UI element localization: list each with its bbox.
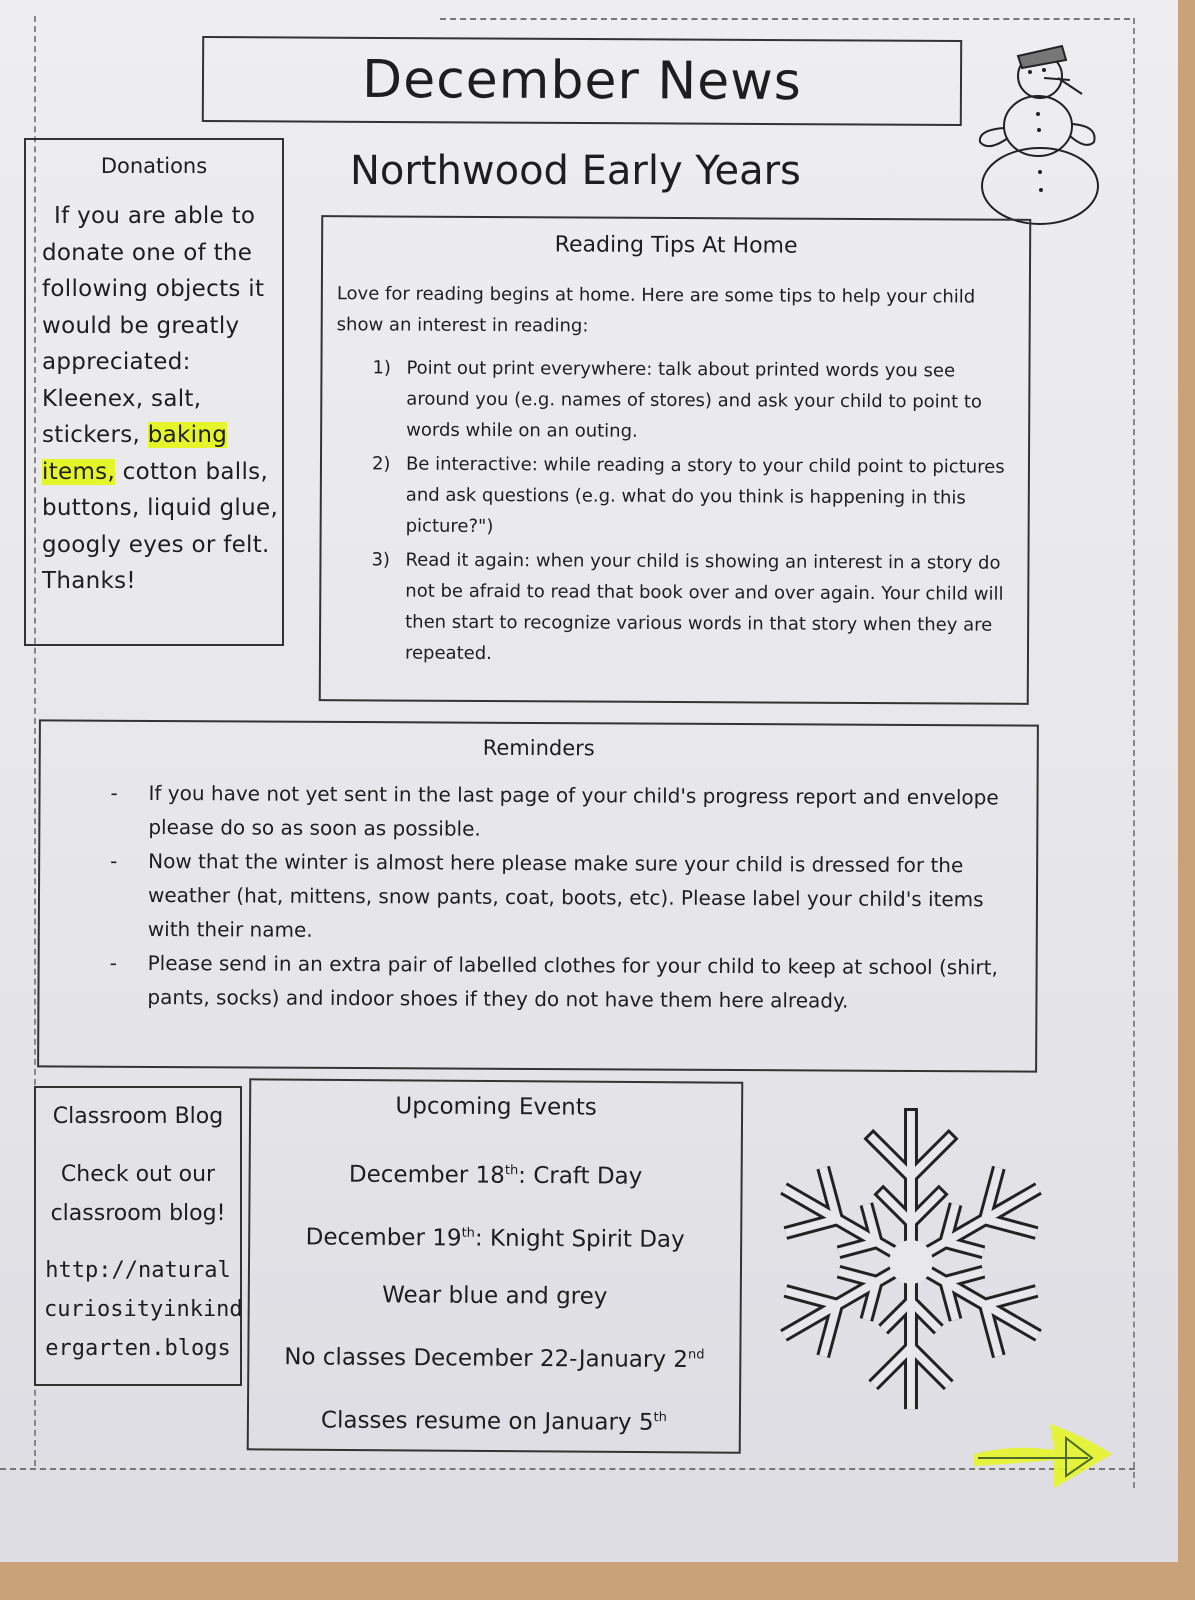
reading-tips-box [319, 215, 1032, 705]
reminders-box [37, 719, 1039, 1072]
bullet-dash: - [110, 848, 118, 873]
dashed-border-bottom [0, 1468, 1135, 1470]
events-heading: Upcoming Events [395, 1093, 597, 1121]
blog-url-line: http://natural [45, 1258, 231, 1283]
list-item [110, 844, 1017, 951]
page-title: December News [361, 49, 802, 113]
donations-text-part: stickers, [42, 422, 148, 448]
blog-heading: Classroom Blog [52, 1104, 224, 1129]
donations-text [42, 198, 279, 600]
reading-tips-heading: Reading Tips At Home [554, 232, 798, 259]
event-item [259, 1386, 729, 1452]
reading-tips-list [335, 352, 1015, 672]
list-item [110, 776, 1016, 849]
school-name: Northwood Early Years [350, 148, 801, 194]
classroom-blog-box [34, 1086, 242, 1386]
upcoming-events-box [247, 1078, 744, 1453]
blog-url-line: curiosityinkind [44, 1297, 243, 1322]
tip-number: 3) [371, 549, 391, 571]
donations-heading: Donations [100, 154, 208, 178]
event-text: Classes resume on January 5 [320, 1407, 654, 1436]
bullet-dash: - [110, 780, 118, 805]
blog-text [44, 1155, 232, 1233]
snowman-icon [978, 38, 1108, 228]
reminders-list [59, 775, 1016, 1018]
donations-line: Kleenex, salt, [42, 385, 202, 412]
donations-line [42, 454, 269, 491]
ordinal-suffix: th [461, 1225, 475, 1241]
snowflake-icon [752, 1102, 1070, 1422]
tip-text: Be interactive: while reading a story to your child point to pictures and ask questions (e.g. what do you think is happening in this picture?") [405, 453, 1005, 538]
next-page-arrow-icon[interactable] [970, 1414, 1120, 1494]
tip-text: Read it again: when your child is showing an interest in a story do not be afraid to read that book over and over again. Your child will then start to recognize various words in that story when they are repeated. [404, 549, 1004, 665]
event-text: : Knight Spirit Day [474, 1225, 685, 1253]
highlighted-text: baking [147, 422, 228, 448]
list-item [372, 352, 1014, 448]
donations-line: If you are able to [54, 203, 256, 229]
donations-line: donate one of the [42, 239, 253, 266]
dashed-border-right [1133, 18, 1135, 1488]
donations-text-part: cotton balls, [115, 458, 269, 485]
event-text: : Craft Day [518, 1162, 643, 1190]
donations-line: following objects it [42, 276, 265, 302]
ordinal-suffix: th [504, 1163, 519, 1179]
title-box [202, 36, 962, 126]
event-text: December 19 [305, 1223, 462, 1252]
ordinal-suffix: th [653, 1410, 667, 1426]
event-item: Wear blue and grey [382, 1282, 608, 1311]
blog-url-line: ergarten.blogs [45, 1336, 231, 1361]
blog-url [44, 1251, 243, 1368]
bullet-dash: - [109, 950, 117, 975]
tip-number: 1) [372, 357, 392, 379]
donations-line: appreciated: [42, 349, 191, 375]
event-item [260, 1140, 730, 1206]
highlighted-text: items, [42, 458, 116, 485]
event-text: December 18 [348, 1161, 505, 1189]
blog-text-line: Check out our [60, 1162, 216, 1187]
reminder-text: Now that the winter is almost here please make sure your child is dressed for the weather (hat, mittens, snow pants, coat, boots, etc). Please label your child's items with their name. [147, 848, 984, 942]
list-item [109, 946, 1015, 1019]
list-item [371, 544, 1014, 671]
tip-number: 2) [371, 453, 391, 475]
donations-line: buttons, liquid glue, [42, 495, 279, 521]
reminder-text: If you have not yet sent in the last page of your child's progress report and envelope please do so as soon as possible. [148, 780, 999, 841]
donations-line: Thanks! [42, 568, 136, 594]
event-item [259, 1324, 729, 1390]
event-text: No classes December 22-January 2 [284, 1344, 689, 1374]
reading-tips-intro: Love for reading begins at home. Here are some tips to help your child show an interest in reading: [336, 283, 976, 337]
reminder-text: Please send in an extra pair of labelled clothes for your child to keep at school (shirt, pants, socks) and indoor shoes if they do not have them here already. [147, 950, 998, 1013]
donations-line: googly eyes or felt. [42, 531, 270, 558]
donations-box [24, 138, 284, 646]
list-item [372, 448, 1014, 544]
blog-text-line: classroom blog! [50, 1201, 226, 1226]
reminders-heading: Reminders [482, 735, 595, 761]
dashed-border-top [440, 18, 1130, 20]
donations-line: would be greatly [42, 312, 240, 339]
tip-text: Point out print everywhere: talk about printed words you see around you (e.g. names of stores) and ask your child to point to words while on an outing. [406, 357, 983, 442]
event-item [260, 1203, 730, 1269]
donations-line [42, 417, 266, 454]
ordinal-suffix: nd [687, 1347, 705, 1363]
